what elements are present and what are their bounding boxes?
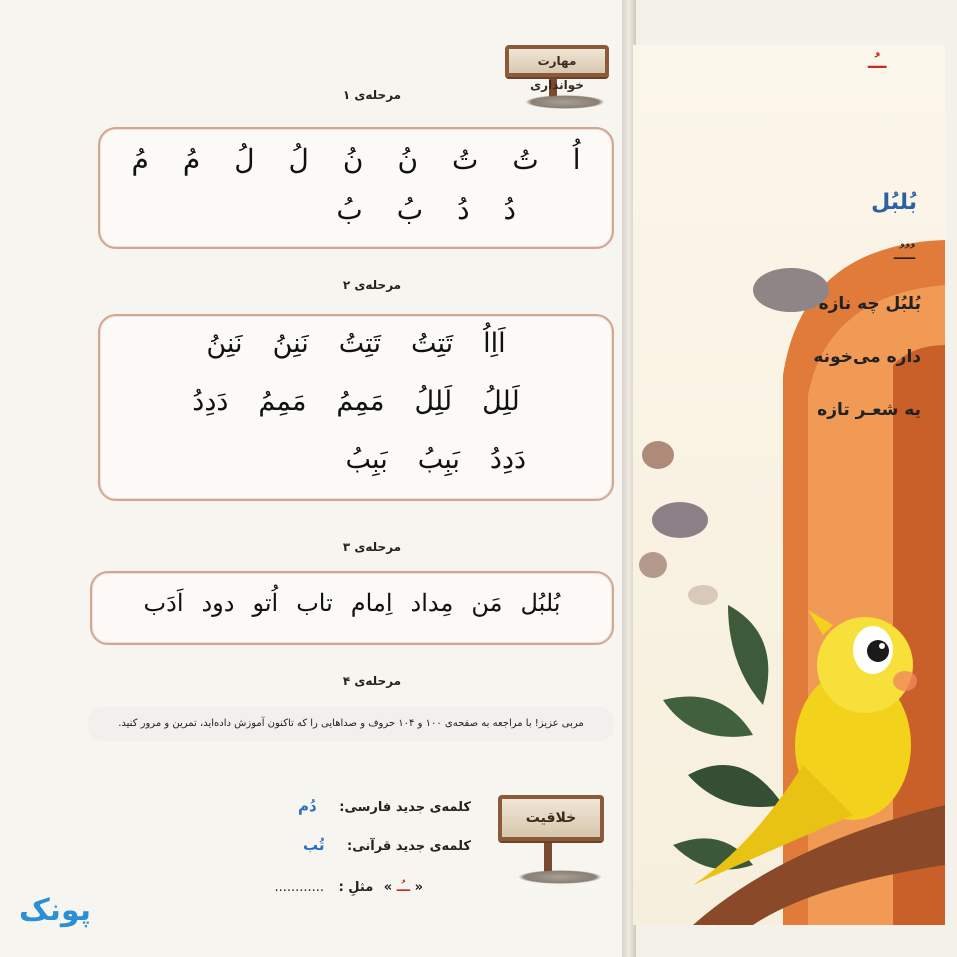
letter-syllable: نُ xyxy=(397,143,418,176)
brand-logo xyxy=(14,878,96,938)
letter-syllable: بُ xyxy=(396,193,424,226)
quran-word-line xyxy=(303,836,471,854)
poem-line-3: یه شعـر تازه xyxy=(817,400,921,420)
letter-syllable: تُ xyxy=(452,143,479,176)
logo-text: پونک xyxy=(18,893,92,928)
letter-syllable: دُ xyxy=(457,193,470,226)
poem-title: بُلبُل xyxy=(871,190,917,215)
syllable-group: تَتِتُ xyxy=(338,328,381,359)
letter-syllable: اُ xyxy=(572,143,581,176)
stage1-title: مرحله‌ی ۱ xyxy=(342,88,402,102)
rocks xyxy=(525,95,605,109)
letter-syllable: لُ xyxy=(288,143,309,176)
example-line xyxy=(274,880,423,895)
poem-line-1: بُلبُل چه نازه xyxy=(818,294,921,314)
letter-syllable: نُ xyxy=(342,143,364,176)
stage3-title: مرحله‌ی ۳ xyxy=(342,540,402,554)
syllable-group: مَمِمُ xyxy=(336,386,385,417)
letter-syllable: دُ xyxy=(503,193,516,226)
syllable-group: دَدِدُ xyxy=(489,444,526,475)
stage1-row2 xyxy=(100,193,612,226)
syllable-group: تَتِتُ xyxy=(410,328,454,359)
quran-word-label: کلمه‌ی جدید قرآنی: xyxy=(347,839,471,854)
syllable-group: مَمِمُ xyxy=(258,386,307,417)
practice-word: اِمام xyxy=(350,589,393,617)
quote-open: « xyxy=(414,880,423,895)
stage1-box xyxy=(98,127,614,249)
stage2-row2 xyxy=(100,386,612,417)
letter-syllable: تُ xyxy=(512,143,539,176)
stage4-title: مرحله‌ی ۴ xyxy=(342,674,402,688)
quote-close: » xyxy=(383,880,393,895)
stage2-box xyxy=(98,314,614,501)
creativity-sign: خلاقیت xyxy=(498,795,604,841)
quran-word: تُب xyxy=(302,836,325,854)
example-mark: ــُـ xyxy=(396,880,411,895)
letter-syllable: مُ xyxy=(182,143,201,176)
syllable-group: اَاِاُ xyxy=(483,328,506,359)
practice-word: مِداد xyxy=(410,589,454,617)
practice-word: بُلبُل xyxy=(520,589,561,617)
bird-illustration xyxy=(633,45,945,925)
persian-word: دُم xyxy=(298,797,317,815)
syllable-group: نَنِنُ xyxy=(206,328,243,359)
stage2-row1 xyxy=(100,328,612,359)
poem-line-2: داره می‌خونه xyxy=(813,347,921,367)
stage1-row1 xyxy=(100,143,612,176)
right-page xyxy=(633,45,945,925)
example-label: مثلِ : xyxy=(338,880,374,895)
syllable-group: بَبِبُ xyxy=(417,444,460,475)
poem-marks: ـُـُـُـ xyxy=(893,243,915,264)
syllable-group: نَنِنُ xyxy=(272,328,309,359)
stage2-row3 xyxy=(100,444,612,475)
syllable-group: دَدِدُ xyxy=(192,386,229,417)
letter-syllable: مُ xyxy=(131,143,149,176)
rocks xyxy=(518,870,602,884)
coach-note: مربی عزیز! با مراجعه به صفحه‌ی ۱۰۰ و ۱۰۴ حروف و صداهایی را که تاکنون آموزش داده‌اید، تمرین و مرور کنید. xyxy=(88,707,614,741)
example-blank: ............ xyxy=(274,880,325,895)
practice-word: تاب xyxy=(296,589,333,617)
stage2-title: مرحله‌ی ۲ xyxy=(342,278,402,292)
syllable-group: لَلِلُ xyxy=(414,386,453,417)
stage3-box xyxy=(90,571,614,645)
syllable-group: بَبِبُ xyxy=(345,444,388,475)
syllable-group: لَلِلُ xyxy=(482,386,520,417)
page-mark: ــُـ xyxy=(868,52,887,73)
stage3-words xyxy=(92,589,612,617)
practice-word: اُتو xyxy=(252,589,279,617)
practice-word: اَدَب xyxy=(143,589,184,617)
practice-word: دود xyxy=(201,589,235,617)
persian-word-line xyxy=(298,797,471,815)
practice-word: مَن xyxy=(471,589,503,617)
letter-syllable: بُ xyxy=(336,193,363,226)
letter-syllable: لُ xyxy=(234,143,255,176)
persian-word-label: کلمه‌ی جدید فارسی: xyxy=(339,800,471,815)
skill-sign: مهارت خوانداری xyxy=(505,45,609,77)
